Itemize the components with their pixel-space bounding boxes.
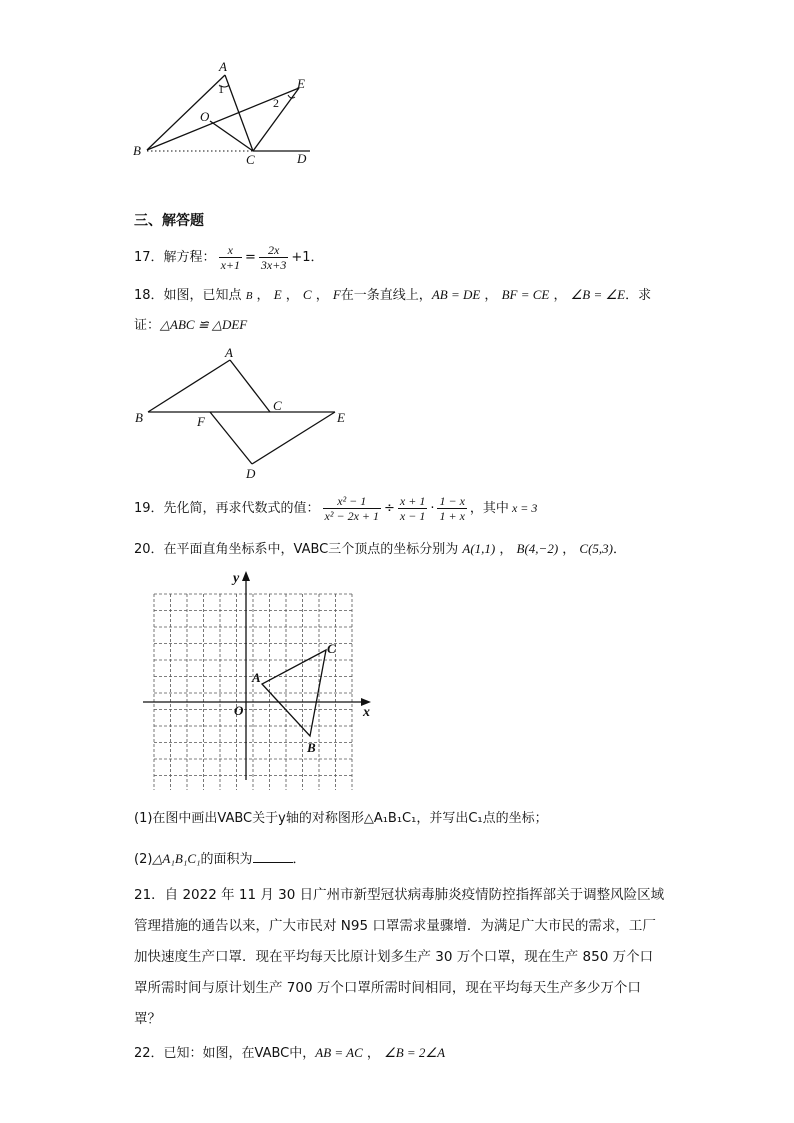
q20-text: 20．在平面直角坐标系中，VABC三个顶点的坐标分别为 xyxy=(134,542,459,557)
fig18-label-A: A xyxy=(225,345,233,360)
fig18-label-E: E xyxy=(337,410,345,425)
q18-prove-statement: △ABC ≌ △DEF xyxy=(160,317,248,332)
grid-lines xyxy=(154,594,352,790)
q20-2-end: ． xyxy=(292,852,306,867)
question-20-2 xyxy=(134,852,306,866)
q20-point-c: C(5,3) xyxy=(579,541,614,556)
q20-2-num: (2) xyxy=(134,852,153,867)
q18-point-b: B xyxy=(245,290,253,302)
q19-f1-den: x² − 2x + 1 xyxy=(324,508,379,523)
q21-line-1: 21．自 2022 年 11 月 30 日广州市新型冠状病毒肺炎疫情防控指挥部关于调整风险区域 xyxy=(134,887,665,903)
question-22: 22．已知：如图，在VABC中，AB = AC ， ∠B = 2∠A xyxy=(134,1045,446,1061)
fig20-label-x: x xyxy=(363,705,370,720)
q21-line-3: 加快速度生产口罩．现在平均每天比原计划多生产 30 万个口罩，现在生产 850 万个口 xyxy=(134,949,654,965)
fig18-label-B: B xyxy=(135,410,143,425)
q17-text: 解方程： xyxy=(163,249,216,265)
fig20-label-B: B xyxy=(307,740,316,755)
fig18-label-F: F xyxy=(197,414,205,429)
question-19 xyxy=(134,490,537,526)
label-A: A xyxy=(219,59,227,74)
q22-text: 22．已知：如图，在VABC中， xyxy=(134,1046,316,1061)
q17-tail: +1． xyxy=(291,249,324,265)
q17-f2-den: 3x+3 xyxy=(260,257,287,272)
fig18-label-C: C xyxy=(273,398,282,413)
q17-fraction-1 xyxy=(219,244,242,271)
q21-line-4: 罩所需时间与原计划生产 700 万个口罩所需时间相同，现在平均每天生产多少万个口 xyxy=(134,980,641,996)
question-18-line1: 18．如图，已知点 B ， E ， C ， F在一条直线上，AB = DE ， BF = CE ， ∠B = ∠E．求 xyxy=(134,287,652,303)
q19-fraction-1 xyxy=(323,495,381,522)
fig20-label-C: C xyxy=(327,641,336,656)
q18-point-e: E xyxy=(273,287,282,302)
q18-prefix: 18．如图，已知点 xyxy=(134,288,242,303)
label-E: E xyxy=(297,76,305,91)
q20-point-b: B(4,−2) xyxy=(516,541,559,556)
q20-2-text: 的面积为 xyxy=(200,852,253,867)
figure-triangle-abc-e xyxy=(125,55,325,170)
fig18-label-D: D xyxy=(246,466,256,481)
q18-point-c: C xyxy=(302,287,312,302)
q19-f2-num: x + 1 xyxy=(399,493,426,508)
figure-18 xyxy=(130,342,360,482)
label-2: 2 xyxy=(273,96,279,110)
answer-blank xyxy=(253,852,293,863)
figure-20-grid xyxy=(135,565,385,790)
q20-end: ． xyxy=(613,542,627,557)
q18-point-f: F xyxy=(332,287,341,302)
q19-op2: · xyxy=(430,500,435,516)
label-O: O xyxy=(200,109,210,124)
label-B: B xyxy=(133,143,141,158)
question-20-1: (1)在图中画出VABC关于y轴的对称图形△A₁B₁C₁，并写出C₁点的坐标； xyxy=(134,811,548,826)
q22-cond-1: AB = AC xyxy=(315,1045,363,1060)
label-C: C xyxy=(246,152,255,167)
q19-tail: ，其中 xyxy=(469,500,509,516)
fig20-label-O: O xyxy=(234,703,244,718)
q17-f1-num: x xyxy=(219,244,242,258)
q19-text: 19．先化简，再求代数式的值： xyxy=(134,500,320,516)
q17-f1-den: x+1 xyxy=(220,257,240,272)
q21-line-5: 罩？ xyxy=(134,1011,161,1027)
q19-f2-den: x − 1 xyxy=(399,508,426,523)
q19-fraction-3 xyxy=(437,495,466,522)
q18-mid: 在一条直线上， xyxy=(340,288,432,303)
label-D: D xyxy=(297,151,307,166)
q20-2-triangle: △A₁B₁C₁ xyxy=(152,851,201,866)
q19-f3-den: 1 + x xyxy=(439,508,465,523)
q18-end: ．求 xyxy=(625,288,652,303)
question-18-line2 xyxy=(134,318,247,332)
label-1: 1 xyxy=(218,82,224,96)
question-17 xyxy=(134,240,324,274)
q19-op1: ÷ xyxy=(384,500,395,516)
q20-point-a: A(1,1) xyxy=(462,541,496,556)
fig20-label-y: y xyxy=(233,571,240,586)
q17-f2-num: 2x xyxy=(259,244,288,258)
y-axis-arrow xyxy=(242,571,250,581)
fig-lines xyxy=(147,75,310,151)
q19-fraction-2 xyxy=(398,495,427,522)
q18-cond-1: AB = DE xyxy=(431,287,481,302)
question-21 xyxy=(134,880,674,1035)
q18-cond-2: BF = CE xyxy=(501,287,550,302)
q17-fraction-2 xyxy=(259,244,288,271)
q18-cond-3: ∠B = ∠E xyxy=(570,287,626,302)
question-20: 20．在平面直角坐标系中，VABC三个顶点的坐标分别为 A(1,1) ， B(4,−2) ， C(5,3)． xyxy=(134,541,627,557)
section-title: 三、解答题 xyxy=(134,213,204,229)
q17-num: 17． xyxy=(134,249,164,265)
q18-prove-label: 证： xyxy=(134,318,161,333)
q19-cond: x = 3 xyxy=(511,501,538,515)
q21-line-2: 管理措施的通告以来，广大市民对 N95 口罩需求量骤增．为满足广大市民的需求，工厂 xyxy=(134,918,656,934)
fig20-label-A: A xyxy=(252,670,261,685)
q19-f1-num: x² − 1 xyxy=(323,495,381,509)
q19-f3-num: 1 − x xyxy=(439,493,465,508)
q22-cond-2: ∠B = 2∠A xyxy=(384,1045,446,1060)
q17-eq: = xyxy=(245,249,256,265)
